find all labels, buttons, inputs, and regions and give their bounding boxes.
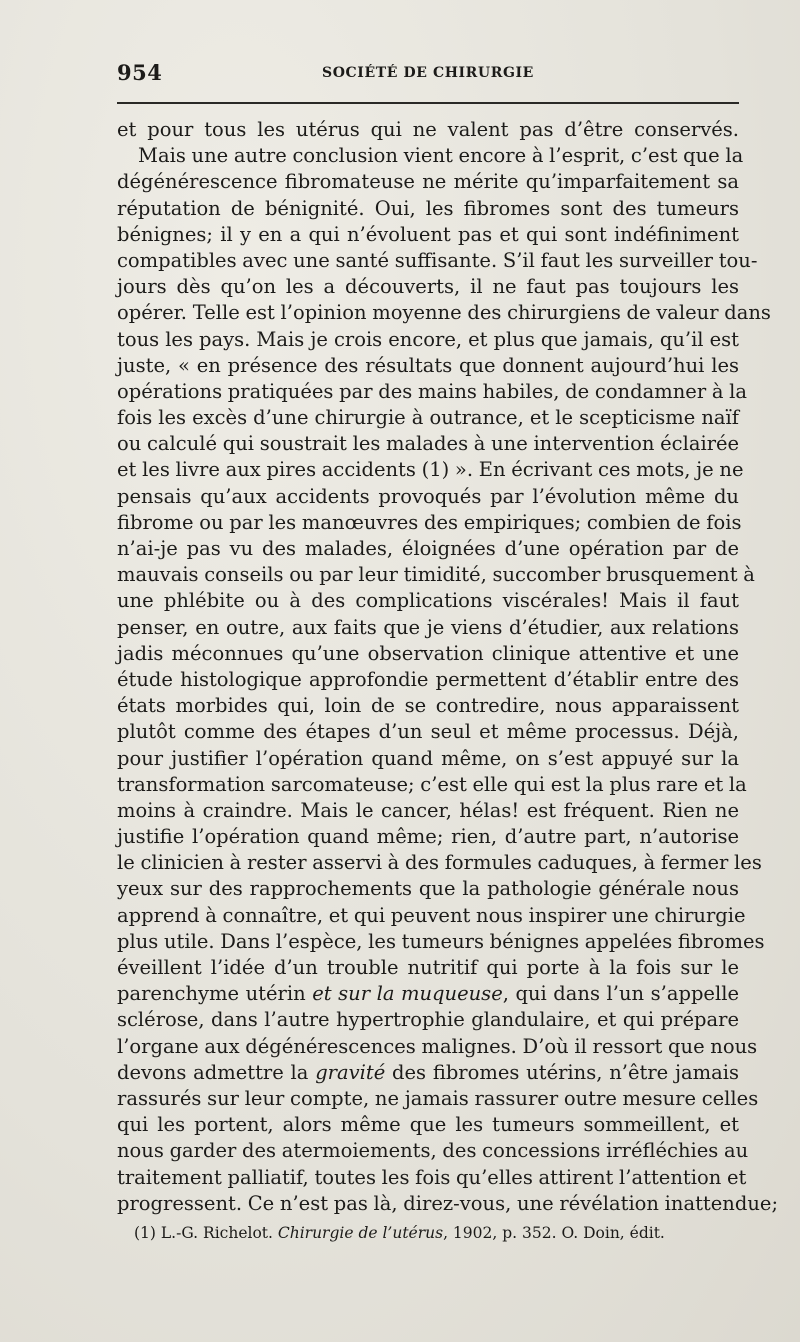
text-line: étude histologique approfondie permettent d’établir entre des [117, 667, 739, 691]
text-line [117, 1060, 739, 1086]
text-line: fois les excès d’une chirurgie à outrance, et le scepticisme naïf [117, 406, 739, 430]
running-title: SOCIÉTÉ DE CHIRURGIE [322, 65, 534, 81]
text-line: fibrome ou par les manœuvres des empiriques; combien de fois [117, 510, 742, 534]
text-line [117, 981, 739, 1007]
text-line: sclérose, dans l’autre hypertrophie glandulaire, et qui prépare [117, 1008, 739, 1032]
page-number: 954 [117, 60, 163, 85]
text-run: devons admettre la [117, 1060, 316, 1084]
text-line: plutôt comme des étapes d’un seul et même processus. Déjà, [117, 720, 739, 744]
text-line: justifie l’opération quand même; rien, d’autre part, n’autorise [117, 825, 739, 849]
text-line: dégénérescence fibromateuse ne mérite qu’imparfaitement sa [117, 170, 739, 194]
italic-phrase: et sur la muqueuse [312, 982, 503, 1006]
text-line: nous garder des atermoiements, des concessions irréfléchies au [117, 1139, 749, 1163]
text-line: et les livre aux pires accidents (1) ». En écrivant ces mots, je ne [117, 458, 744, 482]
text-line: compatibles avec une santé suffisante. S’il faut les surveiller tou- [117, 248, 758, 272]
text-line: apprend à connaître, et qui peuvent nous inspirer une chirurgie [117, 903, 746, 927]
italic-phrase: gravité [315, 1060, 386, 1084]
body-text [117, 117, 779, 1217]
text-line: ou calculé qui soustrait les malades à une intervention éclairée [117, 432, 740, 456]
text-line: traitement palliatif, toutes les fois qu’elles attirent l’attention et [117, 1165, 747, 1189]
text-line: pensais qu’aux accidents provoqués par l’évolution même du [117, 484, 739, 508]
text-line: jadis méconnues qu’une observation clinique attentive et une [117, 641, 739, 665]
text-line: Mais une autre conclusion vient encore à l’esprit, c’est que la [138, 144, 744, 168]
text-line: réputation de bénignité. Oui, les fibromes sont des tumeurs [117, 196, 739, 220]
text-line: progressent. Ce n’est pas là, direz-vous, une révélation inattendue; [117, 1191, 779, 1215]
text-run: parenchyme utérin [117, 982, 313, 1006]
text-line: états morbides qui, loin de se contredire, nous apparaissent [117, 694, 739, 718]
text-line: yeux sur des rapprochements que la pathologie générale nous [117, 877, 739, 901]
text-line: moins à craindre. Mais le cancer, hélas! est fréquent. Rien ne [117, 798, 739, 822]
footnote [134, 1224, 734, 1242]
text-line: le clinicien à rester asservi à des formules caduques, à fermer les [117, 851, 762, 875]
text-line: opérer. Telle est l’opinion moyenne des chirurgiens de valeur dans [117, 301, 771, 325]
text-line: l’organe aux dégénérescences malignes. D’où il ressort que nous [117, 1034, 758, 1058]
header-rule [117, 102, 739, 104]
text-line: mauvais conseils ou par leur timidité, succomber brusquement à [117, 563, 755, 587]
text-line: pour justifier l’opération quand même, on s’est appuyé sur la [117, 746, 739, 770]
text-line: éveillent l’idée d’un trouble nutritif qui porte à la fois sur le [117, 956, 739, 979]
footnote-title: Chirurgie de l’utérus [277, 1224, 444, 1242]
text-line: penser, en outre, aux faits que je viens d’étudier, aux relations [117, 615, 739, 639]
text-line: transformation sarcomateuse; c’est elle qui est la plus rare et la [117, 772, 747, 796]
text-run: des fibromes utérins, n’être jamais [385, 1060, 739, 1084]
footnote-text: (1) L.-G. Richelot. [134, 1224, 278, 1242]
text-line: juste, « en présence des résultats que donnent aujourd’hui les [117, 353, 739, 377]
text-line: qui les portent, alors même que les tumeurs sommeillent, et [117, 1113, 739, 1137]
text-line: et pour tous les utérus qui ne valent pas d’être conservés. [117, 118, 739, 141]
text-line: une phlébite ou à des complications viscérales! Mais il faut [117, 589, 739, 613]
text-line: jours dès qu’on les a découverts, il ne faut pas toujours les [117, 275, 739, 299]
text-line: bénignes; il y en a qui n’évoluent pas et qui sont indéfiniment [117, 222, 739, 246]
text-line: n’ai-je pas vu des malades, éloignées d’une opération par de [117, 537, 739, 560]
text-line: opérations pratiquées par des mains habiles, de condamner à la [117, 379, 748, 403]
text-line: rassurés sur leur compte, ne jamais rassurer outre mesure celles [117, 1086, 759, 1110]
footnote-text: , 1902, p. 352. O. Doin, édit. [443, 1224, 665, 1242]
running-head [117, 60, 739, 88]
text-line: tous les pays. Mais je crois encore, et plus que jamais, qu’il est [117, 327, 739, 351]
text-line: plus utile. Dans l’espèce, les tumeurs bénignes appelées fibromes [117, 929, 765, 953]
text-run: , qui dans l’un s’appelle [502, 982, 739, 1006]
